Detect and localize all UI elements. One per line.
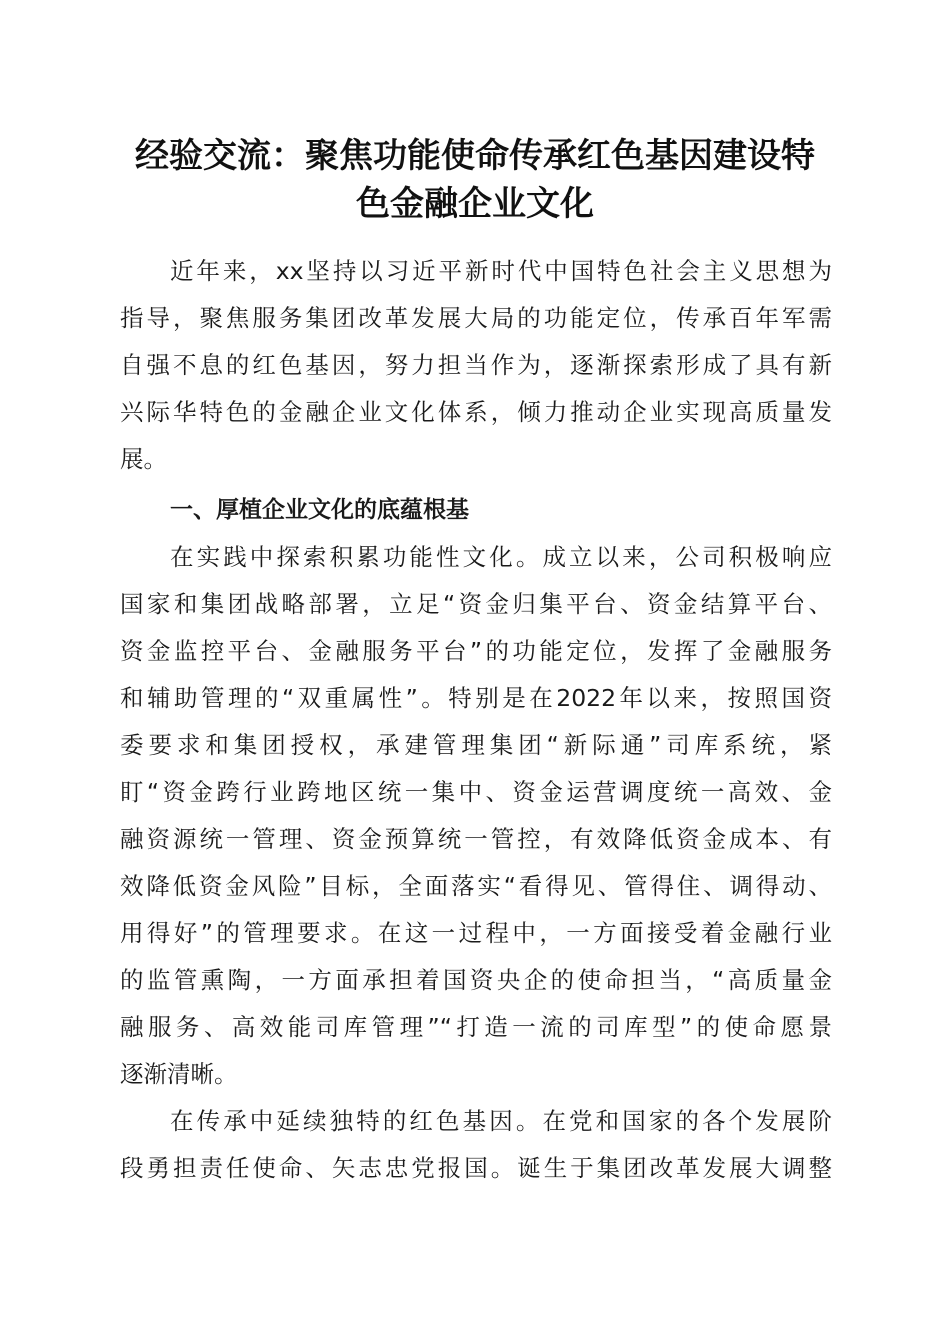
paragraph-heritage [120,1098,832,1192]
paragraph-line: 融资源统一管理、资金预算统一管控，有效降低资金成本、有 [120,825,832,853]
paragraph-line: 效降低资金风险”目标，全面落实“看得见、管得住、调得动、 [120,872,832,900]
paragraph-line: 融服务、高效能司库管理”“打造一流的司库型”的使命愿景 [120,1013,832,1041]
paragraph-line: 国家和集团战略部署，立足“资金归集平台、资金结算平台、 [120,590,832,618]
paragraph-line: 委要求和集团授权，承建管理集团“新际通”司库系统，紧 [120,731,832,759]
paragraph-line: 自强不息的红色基因，努力担当作为，逐渐探索形成了具有新 [120,351,832,379]
paragraph-line: 在传承中延续独特的红色基因。在党和国家的各个发展阶 [170,1107,832,1135]
paragraph-line: 兴际华特色的金融企业文化体系，倾力推动企业实现高质量发 [120,398,832,426]
paragraph-line: 和辅助管理的“双重属性”。特别是在2022年以来，按照国资 [120,684,832,712]
document-title [110,132,840,228]
paragraph-line: 用得好”的管理要求。在这一过程中，一方面接受着金融行业 [120,919,832,947]
paragraph-intro [120,248,832,483]
paragraph-line: 展。 [120,445,167,473]
paragraph-line: 段勇担责任使命、矢志忠党报国。诞生于集团改革发展大调整 [120,1154,832,1182]
paragraph-practice [120,534,832,1098]
document-body [120,248,832,1192]
section-heading: 一、厚植企业文化的底蕴根基 [170,497,469,523]
paragraph-line: 的监管熏陶，一方面承担着国资央企的使命担当，“高质量金 [120,966,832,994]
paragraph-line: 逐渐清晰。 [120,1060,238,1088]
title-line-2: 色金融企业文化 [356,184,594,224]
paragraph-line: 盯“资金跨行业跨地区统一集中、资金运营调度统一高效、金 [120,778,832,806]
paragraph-line: 近年来，xx坚持以习近平新时代中国特色社会主义思想为 [170,257,832,285]
paragraph-line: 在实践中探索积累功能性文化。成立以来，公司积极响应 [170,543,832,571]
paragraph-line: 指导，聚焦服务集团改革发展大局的功能定位，传承百年军需 [120,304,832,332]
title-line-1: 经验交流：聚焦功能使命传承红色基因建设特 [135,136,815,176]
paragraph-line: 资金监控平台、金融服务平台”的功能定位，发挥了金融服务 [120,637,832,665]
